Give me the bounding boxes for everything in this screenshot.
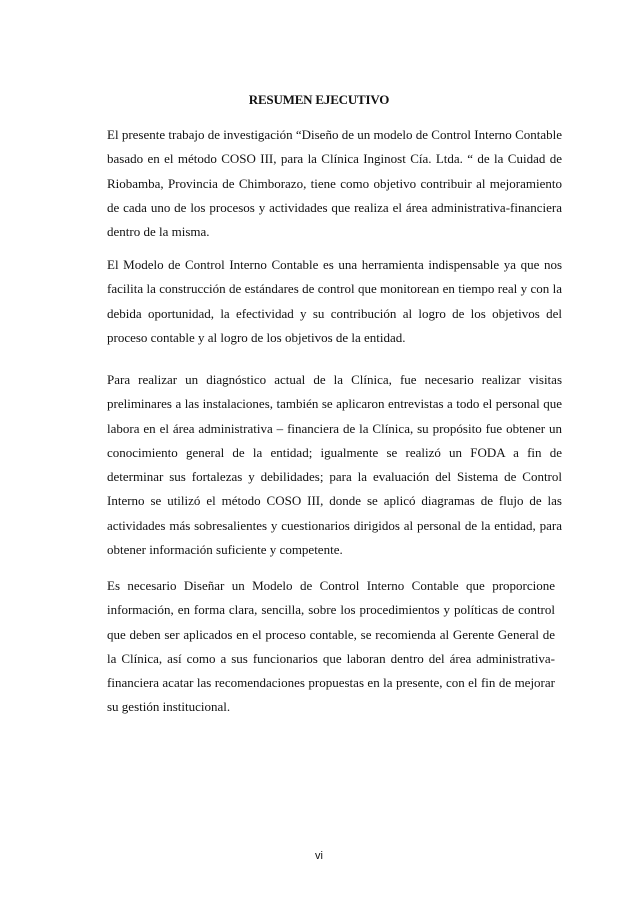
paragraph-diagnosis: Para realizar un diagnóstico actual de la Clínica, fue necesario realizar visitas preliminares a las instalaciones, también se aplicaron entrevistas a todo el personal que labora en el área administrativa – financiera de la Clínica, su propósito fue obtener un conocimiento general de la entidad; igualmente se realizó un FODA a fin de determinar sus fortalezas y debilidades; para la evaluación del Sistema de Control Interno se utilizó el método COSO III, donde se aplicó diagramas de flujo de las actividades más sobresalientes y cuestionarios dirigidos al personal de la entidad, para obtener información suficiente y competente. (107, 372, 562, 558)
paragraph-recommendation: Es necesario Diseñar un Modelo de Control Interno Contable que proporcione información, en forma clara, sencilla, sobre los procedimientos y políticas de control que deben ser aplicados en el proceso contable, se recomienda al Gerente General de la Clínica, así como a sus funcionarios que laboran dentro del área administrativa-financiera acatar las recomendaciones propuestas en la presente, con el fin de mejorar su gestión institucional. (107, 578, 555, 715)
page-number: vi (315, 850, 323, 862)
paragraph-introduction: El presente trabajo de investigación “Diseño de un modelo de Control Interno Contable basado en el método COSO III, para la Clínica Inginost Cía. Ltda. “ de la Cuidad de Riobamba, Provincia de Chimborazo, tiene como objetivo contribuir al mejoramiento de cada uno de los procesos y actividades que realiza el área administrativa-financiera dentro de la misma. (107, 127, 562, 240)
page-title: RESUMEN EJECUTIVO (248, 92, 390, 107)
paragraph-model-description: El Modelo de Control Interno Contable es una herramienta indispensable ya que nos facilita la construcción de estándares de control que monitorean en tiempo real y con la debida oportunidad, la efectividad y su contribución al logro de los objetivos del proceso contable y al logro de los objetivos de la entidad. (107, 257, 562, 345)
